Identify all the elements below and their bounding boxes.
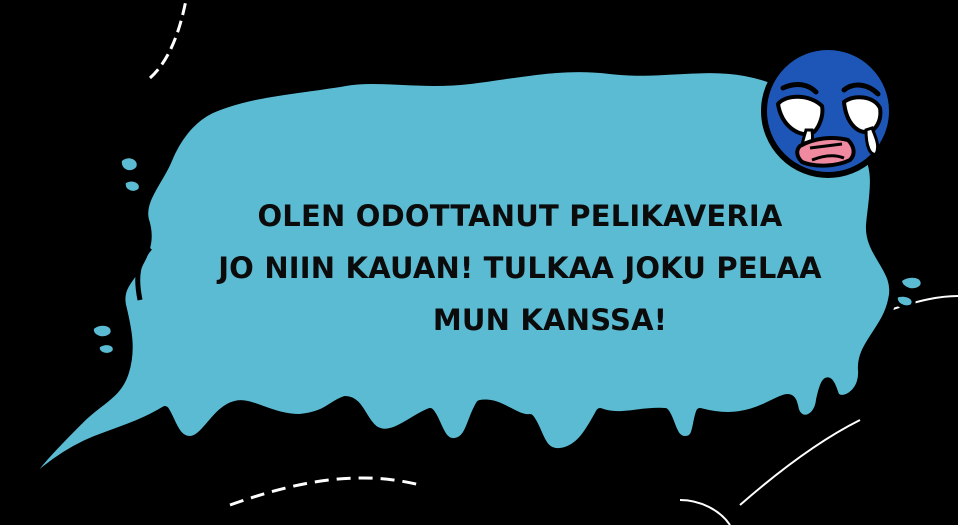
crying-face-icon [758,42,898,180]
message-line-3: MUN KANSSA! [432,303,668,337]
message-line-1: OLEN ODOTTANUT PELIKAVERIA [257,199,783,233]
bubble-message [190,190,850,346]
message-line-2: JO NIIN KAUAN! TULKAA JOKU PELAA [218,251,822,285]
